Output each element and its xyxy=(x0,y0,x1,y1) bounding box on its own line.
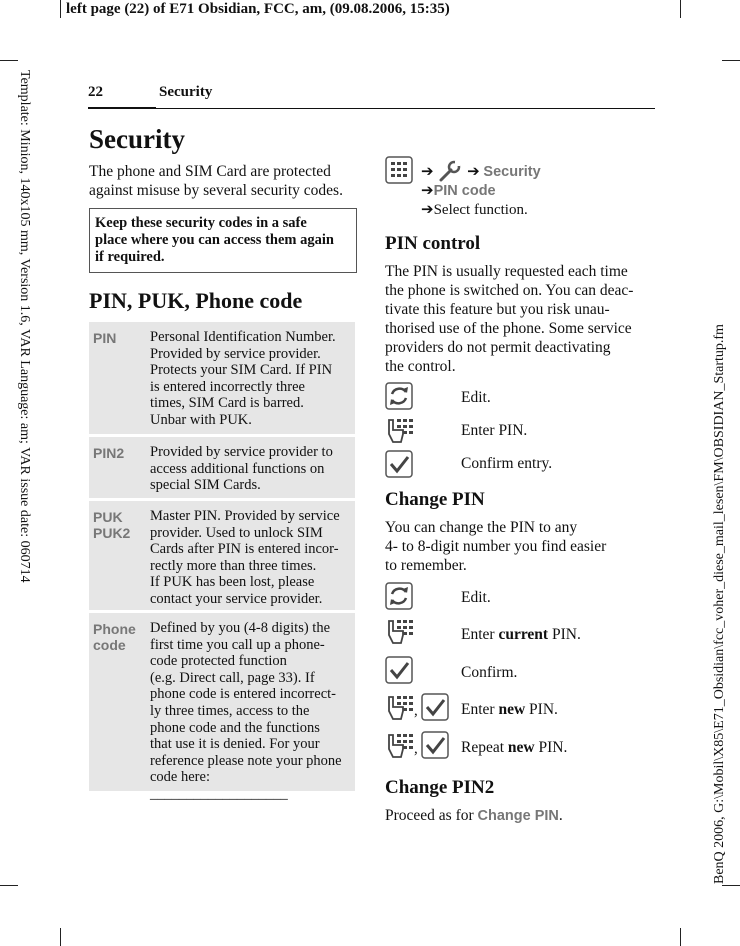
step-text: Enter new PIN. xyxy=(461,701,558,718)
crop-mark xyxy=(722,60,740,61)
menu-link-pin-code[interactable]: PIN code xyxy=(433,183,496,199)
term-puk: PUK PUK2 xyxy=(93,509,131,541)
step-text: Confirm. xyxy=(461,664,518,681)
step-text: Repeat new PIN. xyxy=(461,739,568,756)
section-heading-codes: PIN, PUK, Phone code xyxy=(89,288,303,313)
arrow-icon: ➔ xyxy=(467,164,480,180)
edit-softkey-icon xyxy=(385,582,413,610)
intro-text: The phone and SIM Card are protected against misuse by several security codes. xyxy=(89,163,343,199)
comma-separator: , xyxy=(414,703,418,719)
confirm-check-icon xyxy=(385,656,413,684)
section-heading-pin-control: PIN control xyxy=(385,233,481,254)
term-pin2: PIN2 xyxy=(93,445,125,461)
term-description: Master PIN. Provided by service provider. Used to unlock SIM Cards after PIN is entered incor- rectly more than three times. If PUK has been lost, please contact your service provider. xyxy=(150,508,340,607)
crop-mark xyxy=(680,0,681,18)
table-row xyxy=(89,613,355,802)
crop-mark xyxy=(722,885,740,886)
keypad-entry-icon xyxy=(385,416,413,444)
page-slug: left page (22) of E71 Obsidian, FCC, am, (09.08.2006, 15:35) xyxy=(66,1,450,17)
crop-mark xyxy=(60,0,61,18)
table-row xyxy=(89,501,355,610)
menu-link-security[interactable]: Security xyxy=(483,164,541,180)
step-text: Confirm entry. xyxy=(461,455,553,472)
wrench-icon xyxy=(437,160,463,182)
term-description: Personal Identification Number. Provided by service provider. Protects your SIM Card. If PIN is entered incorrectly three times, SIM Card is barred. Unbar with PUK. xyxy=(150,329,336,428)
crop-mark xyxy=(680,928,681,946)
step-text: Edit. xyxy=(461,389,491,406)
template-info: Template: Minion, 140x105 mm, Version 1.6, VAR Language: am; VAR issue date: 060714 xyxy=(17,70,32,583)
term-description: Defined by you (4-8 digits) the first time you call up a phone- code protected function (e.g. Direct call, page 33). If phone code is entered incorrect- ly three times, access to the phone code and the functions that use it is denied. For your reference please note your phone code here: ___________________ xyxy=(150,620,342,802)
term-description: Provided by service provider to access additional functions on special SIM Cards. xyxy=(150,444,333,494)
step-text: Edit. xyxy=(461,589,491,606)
table-row xyxy=(89,322,355,434)
header-rule xyxy=(156,108,655,109)
crop-mark xyxy=(0,60,18,61)
header-rule-thick xyxy=(88,107,156,109)
menu-path xyxy=(421,160,541,220)
pin-control-text: The PIN is usually requested each time the phone is switched on. You can deac- tivate this feature but you risk unau- thorised use of the phone. Some service providers do not permit deactivating the control. xyxy=(385,263,634,375)
step-text: Enter current PIN. xyxy=(461,626,581,643)
running-section-title: Security xyxy=(159,84,213,100)
term-pin: PIN xyxy=(93,330,117,346)
comma-separator: , xyxy=(414,741,418,757)
crop-mark xyxy=(0,885,18,886)
step-text: Enter PIN. xyxy=(461,422,528,439)
page-title: Security xyxy=(89,124,185,154)
term-phone-code: Phone code xyxy=(93,621,136,653)
arrow-icon: ➔ xyxy=(421,164,434,180)
page-number: 22 xyxy=(88,84,103,100)
keypad-entry-icon xyxy=(385,731,413,759)
arrow-icon: ➔ xyxy=(421,202,434,218)
select-function-text: Select function. xyxy=(433,202,528,218)
note-box: Keep these security codes in a safe place where you can access them again if required. xyxy=(89,208,357,273)
edit-softkey-icon xyxy=(385,382,413,410)
keypad-entry-icon xyxy=(385,693,413,721)
confirm-check-icon xyxy=(385,450,413,478)
codes-table xyxy=(89,322,355,802)
crop-mark xyxy=(60,928,61,946)
arrow-icon: ➔ xyxy=(421,183,434,199)
link-change-pin[interactable]: Change PIN xyxy=(477,808,559,824)
section-heading-change-pin: Change PIN xyxy=(385,489,485,510)
confirm-check-icon xyxy=(421,693,449,721)
change-pin2-text: Proceed as for Change PIN. xyxy=(385,807,563,824)
file-path: BenQ 2006, G:\Mobil\X85\E71_Obsidian\fcc_voher_diese_mail_lesen\FM\OBSIDIAN_Startup.fm xyxy=(712,324,727,884)
section-heading-change-pin2: Change PIN2 xyxy=(385,777,495,798)
menu-key-icon xyxy=(385,156,413,184)
keypad-entry-icon xyxy=(385,617,413,645)
change-pin-text: You can change the PIN to any 4- to 8-digit number you find easier to remember. xyxy=(385,519,607,574)
confirm-check-icon xyxy=(421,731,449,759)
table-row xyxy=(89,437,355,498)
